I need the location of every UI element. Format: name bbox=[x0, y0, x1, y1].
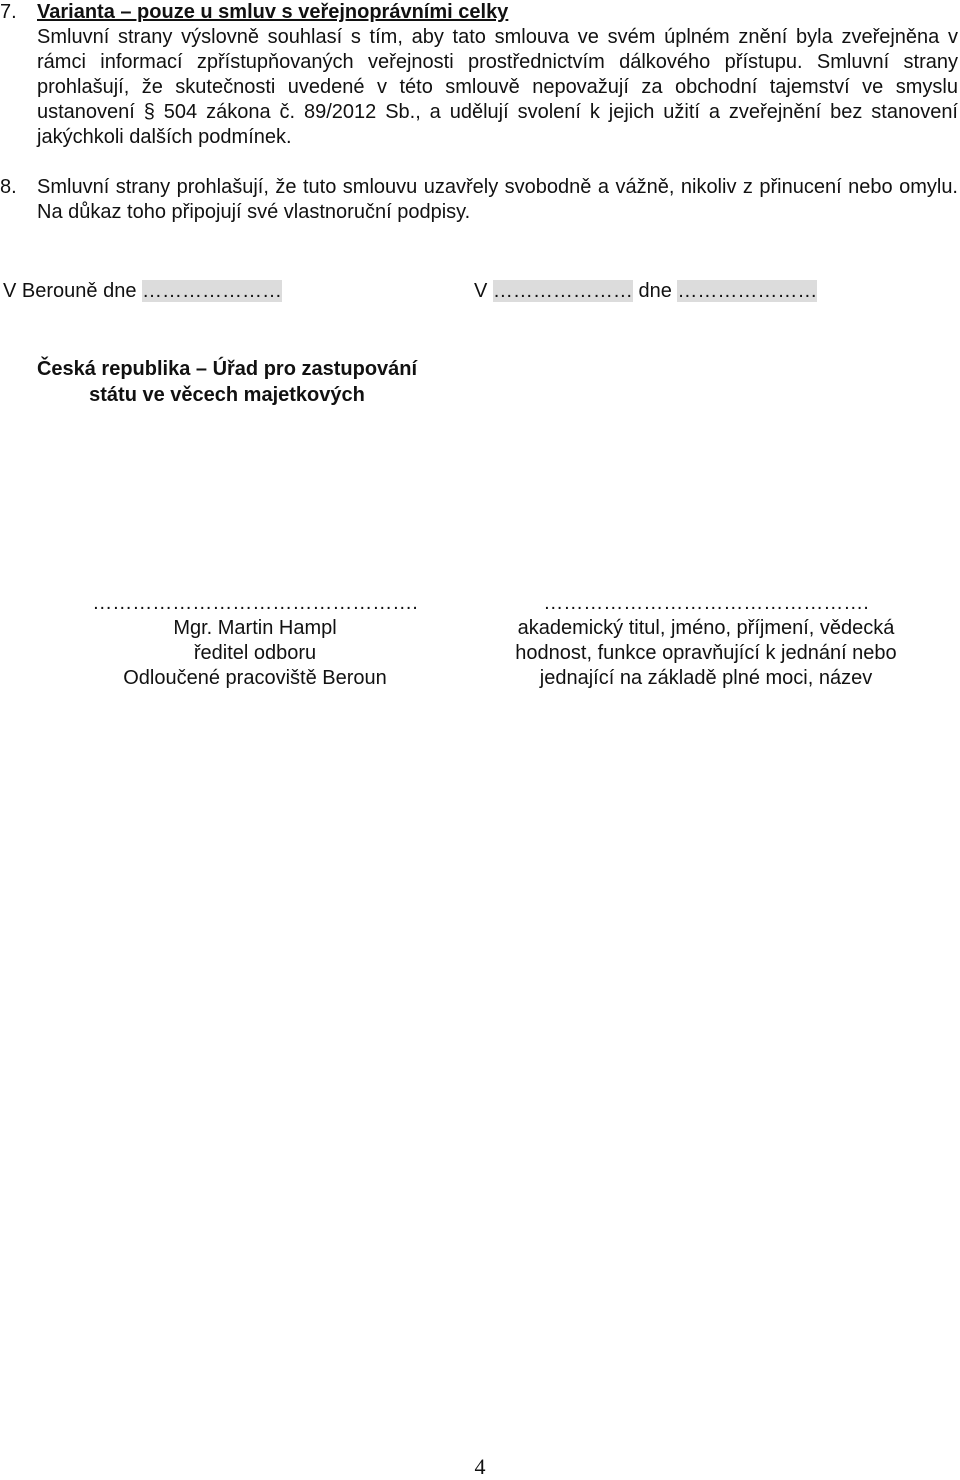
signature-block-left bbox=[40, 591, 470, 691]
clause-text: Smluvní strany prohlašují, že tuto smlouvu uzavřely svobodně a vážně, nikoliv z přinucení nebo omylu. Na důkaz toho připojují své vlastnoruční podpisy. bbox=[37, 176, 958, 223]
signatory-unit: Odloučené pracoviště Beroun bbox=[123, 667, 387, 689]
organization-line-1: Česká republika – Úřad pro zastupování bbox=[36, 358, 418, 380]
date-label: dne bbox=[638, 280, 672, 302]
signature-line[interactable]: …………………………………………. bbox=[92, 592, 418, 614]
clause-number: 8. bbox=[0, 176, 17, 198]
page-number: 4 bbox=[474, 1454, 486, 1479]
signatory-role: ředitel odboru bbox=[193, 642, 317, 664]
place-field[interactable]: ………………… bbox=[492, 280, 633, 302]
clause-8 bbox=[0, 175, 958, 225]
clause-number: 7. bbox=[0, 1, 17, 23]
signatory-hint-2: hodnost, funkce opravňující k jednání nebo bbox=[515, 642, 897, 664]
organization-line-2: státu ve věcech majetkových bbox=[89, 384, 365, 406]
place-date-left bbox=[3, 279, 282, 304]
signatory-name: Mgr. Martin Hampl bbox=[173, 617, 337, 639]
clause-title: Varianta – pouze u smluv s veřejnoprávními celky bbox=[37, 1, 509, 23]
signature-line[interactable]: …………………………………………. bbox=[543, 592, 869, 614]
signatory-hint-1: akademický titul, jméno, příjmení, vědecká bbox=[517, 617, 895, 639]
place-date-right bbox=[474, 279, 817, 304]
signatory-hint-3: jednající na základě plné moci, název bbox=[539, 667, 873, 689]
place-prefix: V bbox=[474, 280, 488, 302]
signature-block-right bbox=[486, 591, 926, 691]
clause-text: Smluvní strany výslovně souhlasí s tím, aby tato smlouva ve svém úplném znění byla zveřejněna v rámci informací zpřístupňovaných veřejnosti prostřednictvím dálkového přístupu. Smluvní strany prohlašují, že skutečnosti uvedené v této smlouvě nepovažují za obchodní tajemství ve smyslu ustanovení § 504 zákona č. 89/2012 Sb., a udělují svolení k jejich užití a zveřejnění bez stanovení jakýchkoli dalších podmínek. bbox=[37, 26, 958, 148]
organization-name bbox=[14, 356, 440, 408]
date-field[interactable]: ………………… bbox=[677, 280, 818, 302]
place-label: V Berouně dne bbox=[3, 280, 137, 302]
clause-7 bbox=[0, 0, 958, 150]
date-field[interactable]: ………………… bbox=[142, 280, 282, 302]
